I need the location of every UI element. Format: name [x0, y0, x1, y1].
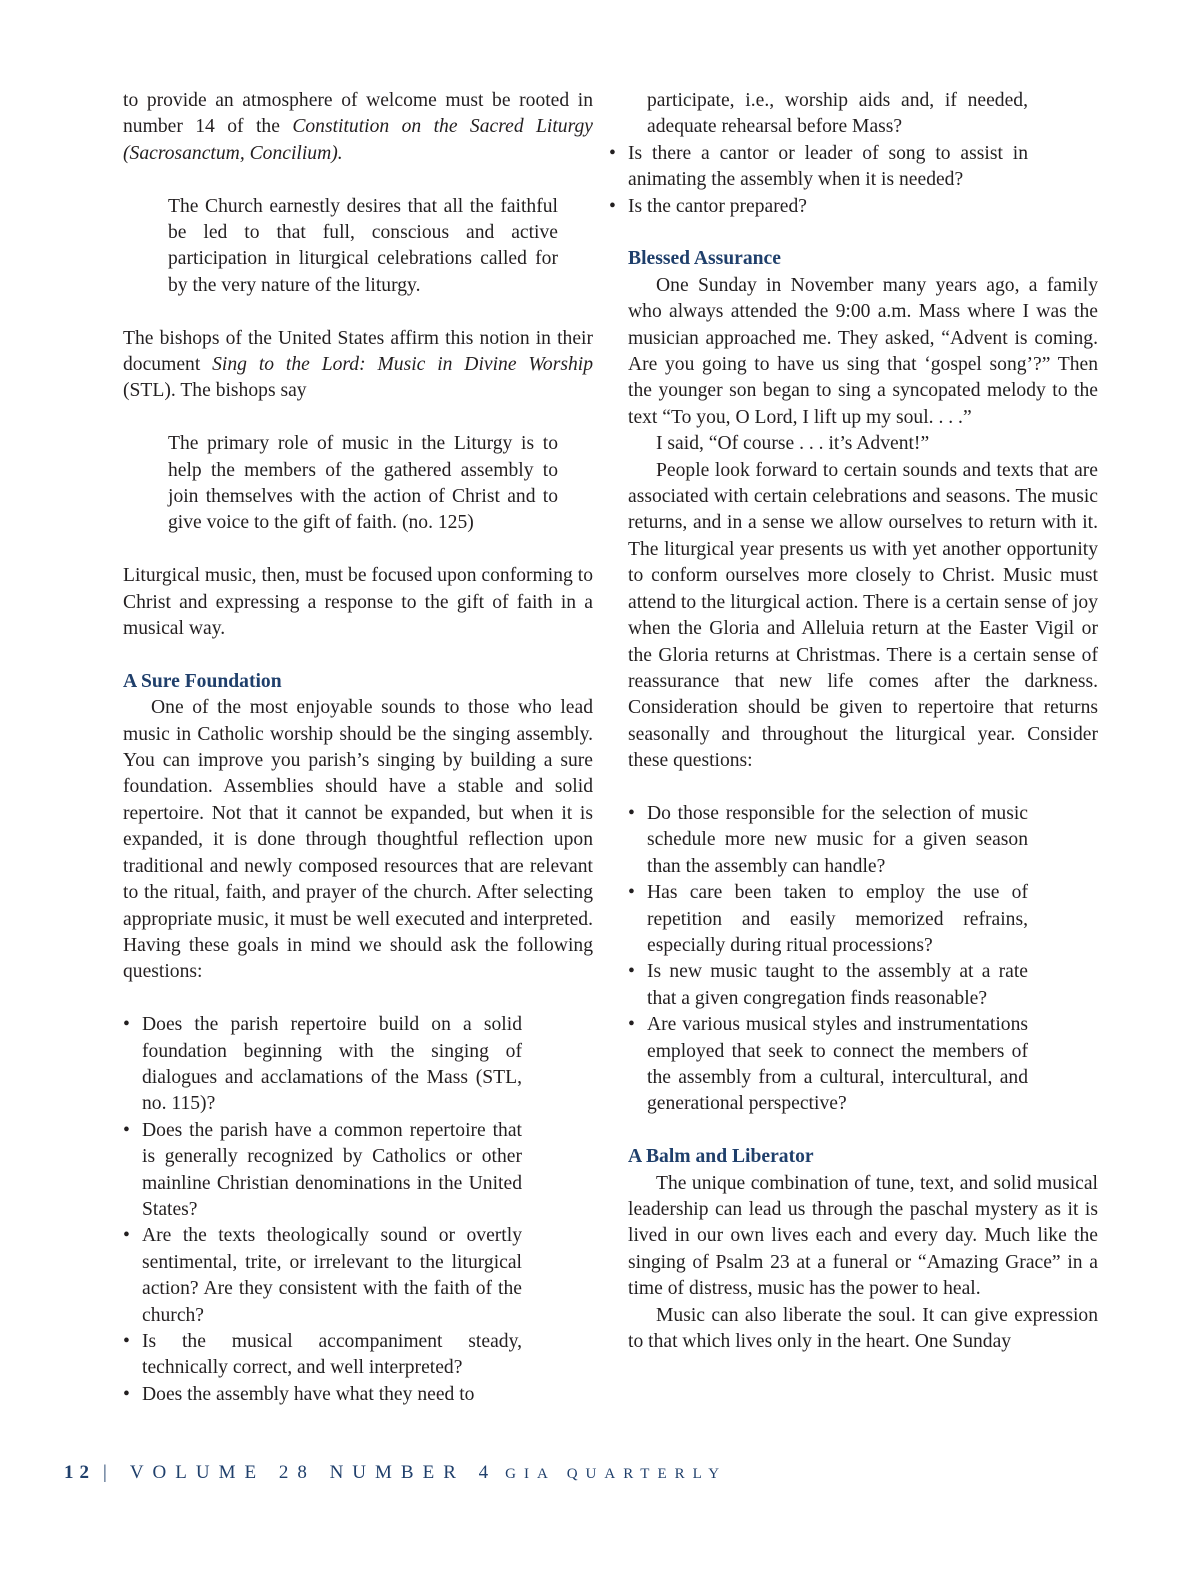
section-heading-balm-liberator: A Balm and Liberator — [628, 1146, 814, 1168]
foundation-questions-list — [123, 1012, 522, 1408]
sure-foundation-paragraph: One of the most enjoyable sounds to those who lead music in Catholic worship should be the singing assembly. You can improve you parish’s singing by building a sure foundation. Assemblies should have a stable and solid repertoire. Not that it cannot be expanded, but when it is expanded, it is done through thoughtful reflection upon traditional and newly composed resources that are relevant to the ritual, faith, and prayer of the church. After selecting appropriate music, it must be well executed and interpreted. Having these goals in mind we should ask the following questions: — [123, 697, 593, 983]
page-number: 12 — [64, 1462, 95, 1483]
list-item: • Are various musical styles and instrumentations employed that seek to connect the members of the assembly from a cultural, intercultural, and generational perspective? — [628, 1014, 1028, 1115]
bullet-icon: • — [628, 882, 635, 904]
list-item: • Is there a cantor or leader of song to assist in animating the assembly when it is needed? — [609, 142, 1028, 191]
list-item: • Is new music taught to the assembly at a rate that a given congregation finds reasonable? — [628, 961, 1028, 1009]
magazine-name: GIA QUARTERLY — [505, 1466, 728, 1482]
intro-paragraph: to provide an atmosphere of welcome must be rooted in number 14 of the Constitution on the Sacred Liturgy (Sacrosanctum, Concilium). — [123, 90, 593, 164]
continued-questions-list — [609, 88, 1028, 220]
list-item: • Do those responsible for the selection of music schedule more new music for a given season than the assembly can handle? — [628, 802, 1028, 877]
volume-label: VOLUME 28 NUMBER 4 — [129, 1462, 498, 1483]
healing-paragraph: The unique combination of tune, text, and solid musical leadership can lead us through the paschal mystery as it is lived in our own lives each and every day. Much like the singing of Psalm 23 at a funeral or “Amazing Grace” in a time of distress, music has the power to heal. — [628, 1172, 1098, 1300]
bullet-icon: • — [628, 802, 635, 824]
seasons-paragraph: People look forward to certain sounds and texts that are associated with certain celebrations and seasons. The music returns, and in a sense we allow ourselves to return with it. The liturgical year presents us with yet another opportunity to conform ourselves more closely to Christ. Music must attend to the liturgical action. There is a certain sense of joy when the Gloria and Alleluia return at the Easter Vigil or the Gloria returns at Christmas. There is a certain sense of reassurance that new life comes after the darkness. Consideration should be given to repertoire that returns seasonally and throughout the liturgical year. Consider these questions: — [628, 459, 1098, 772]
footer-separator: | — [103, 1462, 116, 1483]
page-footer — [64, 1462, 727, 1484]
liturgical-music-paragraph: Liturgical music, then, must be focused upon conforming to Christ and expressing a response to the gift of faith in a musical way. — [123, 565, 593, 640]
liberation-paragraph: Music can also liberate the soul. It can give expression to that which lives only in the heart. One Sunday — [628, 1304, 1098, 1353]
section-heading-sure-foundation: A Sure Foundation — [123, 670, 282, 692]
list-item: • Has care been taken to employ the use of repetition and easily memorized refrains, especially during ritual processions? — [628, 882, 1028, 956]
bullet-icon: • — [609, 142, 616, 164]
right-column — [609, 88, 1098, 1355]
seasonal-questions-list — [628, 801, 1028, 1118]
section-heading-blessed-assurance: Blessed Assurance — [628, 248, 781, 270]
list-item: • Is the cantor prepared? — [609, 194, 1028, 220]
advent-reply-paragraph: I said, “Of course . . . it’s Advent!” — [656, 433, 930, 455]
bullet-icon: • — [123, 1119, 130, 1141]
constitution-title: Constitution on the Sacred Liturgy (Sacrosanctum, Concilium). — [123, 116, 593, 164]
advent-story-paragraph: One Sunday in November many years ago, a family who always attended the 9:00 a.m. Mass where I was the musician approached me. They asked, “Advent is coming. Are you going to have us sing that ‘gospel song’?” Then the younger son began to sing a syncopated melody to the text “To you, O Lord, I lift up my soul. . . .” — [628, 274, 1098, 428]
bullet-icon: • — [628, 961, 635, 983]
list-item: • Is the musical accompaniment steady, technically correct, and well interpreted? — [123, 1331, 522, 1379]
left-column — [123, 88, 593, 1408]
bullet-icon: • — [123, 1225, 130, 1247]
list-item: • Does the parish have a common repertoire that is generally recognized by Catholics or other mainline Christian denominations in the United States? — [123, 1119, 522, 1220]
bullet-icon: • — [609, 195, 616, 217]
list-item: • Does the parish repertoire build on a solid foundation beginning with the singing of dialogues and acclamations of the Mass (STL, no. 115)? — [123, 1014, 522, 1115]
block-quote-church: The Church earnestly desires that all the faithful be led to that full, conscious and active participation in liturgical celebrations called for by the very nature of the liturgy. — [168, 195, 558, 296]
bullet-icon: • — [123, 1383, 130, 1405]
bullet-icon: • — [123, 1014, 130, 1036]
list-item: • Are the texts theologically sound or overtly sentimental, trite, or irrelevant to the liturgical action? Are they consistent with the faith of the church? — [123, 1225, 522, 1326]
block-quote-music-role: The primary role of music in the Liturgy is to help the members of the gathered assembly to join themselves with the action of Christ and to give voice to the gift of faith. (no. 125) — [168, 433, 558, 534]
bishops-paragraph: The bishops of the United States affirm this notion in their document Sing to the Lord: Music in Divine Worship (STL). The bishops say — [123, 327, 593, 402]
bullet-icon: • — [123, 1331, 130, 1352]
list-item-continued: participate, i.e., worship aids and, if needed, adequate rehearsal before Mass? — [647, 90, 1028, 138]
bullet-icon: • — [628, 1014, 635, 1036]
list-item: • Does the assembly have what they need to — [123, 1382, 522, 1408]
document-title: Sing to the Lord: Music in Divine Worship — [212, 354, 593, 376]
